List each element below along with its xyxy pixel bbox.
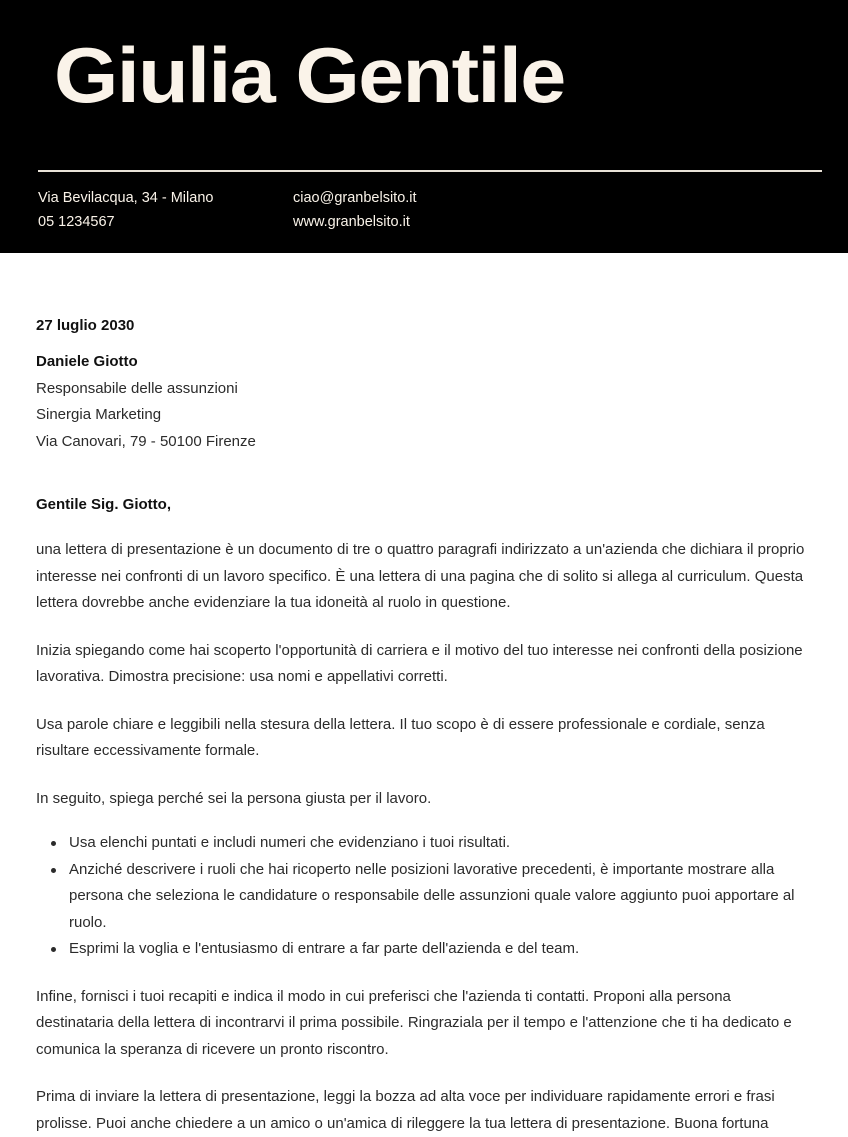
letter-date: 27 luglio 2030	[36, 317, 135, 334]
letter-bullet-list	[36, 830, 812, 963]
contact-email[interactable]: ciao@granbelsito.it	[293, 190, 417, 206]
letter-greeting: Gentile Sig. Giotto,	[36, 496, 171, 513]
letterhead-header	[0, 0, 848, 253]
letter-paragraph: Infine, fornisci i tuoi recapiti e indica il modo in cui preferisci che l'azienda ti contatti. Proponi alla persona destinataria della lettera di incontrarvi il prima possibile. Ringraziala per il tempo e l'attenzione che ti ha dedicato e comunica la speranza di ricevere un pronto riscontro.	[36, 987, 792, 1058]
letter-paragraph: Inizia spiegando come hai scoperto l'opportunità di carriera e il motivo del tuo interesse nei confronti della posizione lavorativa. Dimostra precisione: usa nomi e appellativi corretti.	[36, 641, 803, 685]
contact-phone: 05 1234567	[38, 214, 115, 230]
recipient-block	[36, 349, 816, 455]
contact-street-address: Via Bevilacqua, 34 - Milano	[38, 190, 214, 206]
letter-body	[36, 253, 816, 1137]
contact-column-right	[293, 186, 693, 234]
contact-block	[38, 186, 822, 234]
letter-paragraph: Prima di inviare la lettera di presentazione, leggi la bozza ad alta voce per individuare rapidamente errori e frasi prolisse. Puoi anche chiedere a un amico o un'amica di rileggere la tua lettera di presentazione. Buona fortuna	[36, 1088, 775, 1132]
list-item: Usa elenchi puntati e includi numeri che evidenziano i tuoi risultati.	[36, 830, 812, 857]
letter-paragraph: Usa parole chiare e leggibili nella stesura della lettera. Il tuo scopo è di essere professionale e cordiale, senza risultare eccessivamente formale.	[36, 715, 765, 759]
page-title: Giulia Gentile	[54, 31, 565, 119]
list-item: Esprimi la voglia e l'entusiasmo di entrare a far parte dell'azienda e del team.	[36, 936, 812, 963]
letter-paragraph: In seguito, spiega perché sei la persona giusta per il lavoro.	[36, 789, 432, 807]
recipient-title: Responsabile delle assunzioni	[36, 379, 238, 397]
letter-paragraph: una lettera di presentazione è un documento di tre o quattro paragrafi indirizzato a un'azienda che dichiara il proprio interesse nei confronti di un lavoro specifico. È una lettera di una pagina che di solito si allega al curriculum. Questa lettera dovrebbe anche evidenziare la tua idoneità al ruolo in questione.	[36, 541, 805, 611]
list-item: Anziché descrivere i ruoli che hai ricoperto nelle posizioni lavorative precedenti, è importante mostrare alla persona che seleziona le candidature o responsabile delle assunzioni quale valore aggiunto puoi apportare al ruolo.	[36, 857, 812, 937]
contact-website[interactable]: www.granbelsito.it	[293, 214, 410, 230]
header-divider	[38, 170, 822, 172]
contact-column-left	[38, 186, 293, 234]
recipient-address: Via Canovari, 79 - 50100 Firenze	[36, 432, 256, 450]
recipient-name: Daniele Giotto	[36, 353, 138, 370]
recipient-company: Sinergia Marketing	[36, 406, 162, 423]
